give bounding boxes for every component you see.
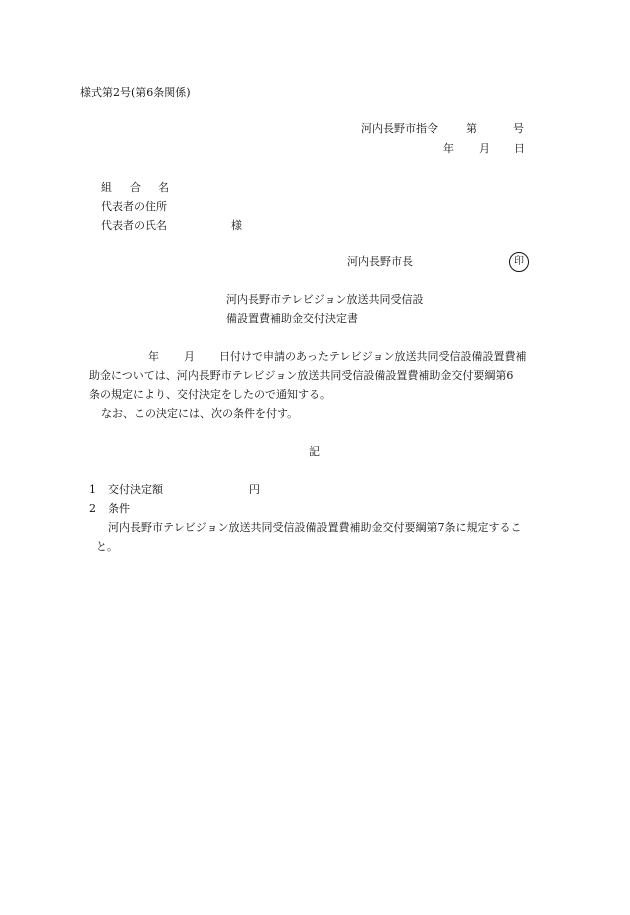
date-day: 日 bbox=[514, 142, 525, 155]
item2-text-line2: と。 bbox=[96, 540, 118, 553]
body-line1: 日付けで申請のあったテレビジョン放送共同受信設備設置費補 bbox=[219, 350, 527, 363]
item1-label: 交付決定額 bbox=[108, 483, 163, 496]
date-year: 年 bbox=[443, 142, 454, 155]
addressee-ai: 合 bbox=[130, 181, 141, 194]
rep-name-label: 代表者の氏名 bbox=[101, 219, 167, 232]
body-line3: 条の規定により、交付決定をしたので通知する。 bbox=[89, 388, 331, 401]
item2-number: 2 bbox=[89, 502, 96, 515]
body-line4: なお、この決定には、次の条件を付す。 bbox=[101, 407, 299, 420]
body-year: 年 bbox=[148, 350, 159, 363]
addressee-kumi: 組 bbox=[101, 181, 112, 194]
ki-marker: 記 bbox=[309, 445, 320, 458]
rep-address-label: 代表者の住所 bbox=[101, 200, 167, 213]
rep-name-sama: 様 bbox=[231, 219, 242, 232]
body-line2: 助金については、河内長野市テレビジョン放送共同受信設備設置費補助金交付要綱第6 bbox=[89, 369, 514, 382]
doc-title-line1: 河内長野市テレビジョン放送共同受信設 bbox=[226, 293, 424, 306]
form-number: 様式第2号(第6条関係) bbox=[80, 86, 191, 99]
addressee-mei: 名 bbox=[158, 181, 169, 194]
item1-unit: 円 bbox=[249, 483, 260, 496]
item1-number: 1 bbox=[89, 483, 96, 496]
ref-dai: 第 bbox=[466, 122, 477, 135]
seal-stamp: 印 bbox=[509, 252, 529, 272]
ref-go: 号 bbox=[513, 122, 524, 135]
ref-prefix: 河内長野市指令 bbox=[361, 122, 438, 135]
item2-text-line1: 河内長野市テレビジョン放送共同受信設備設置費補助金交付要綱第7条に規定するこ bbox=[108, 521, 522, 534]
issuer-title: 河内長野市長 bbox=[347, 255, 413, 268]
item2-label: 条件 bbox=[108, 502, 130, 515]
date-month: 月 bbox=[479, 142, 490, 155]
body-month: 月 bbox=[184, 350, 195, 363]
doc-title-line2: 備設置費補助金交付決定書 bbox=[226, 312, 358, 325]
